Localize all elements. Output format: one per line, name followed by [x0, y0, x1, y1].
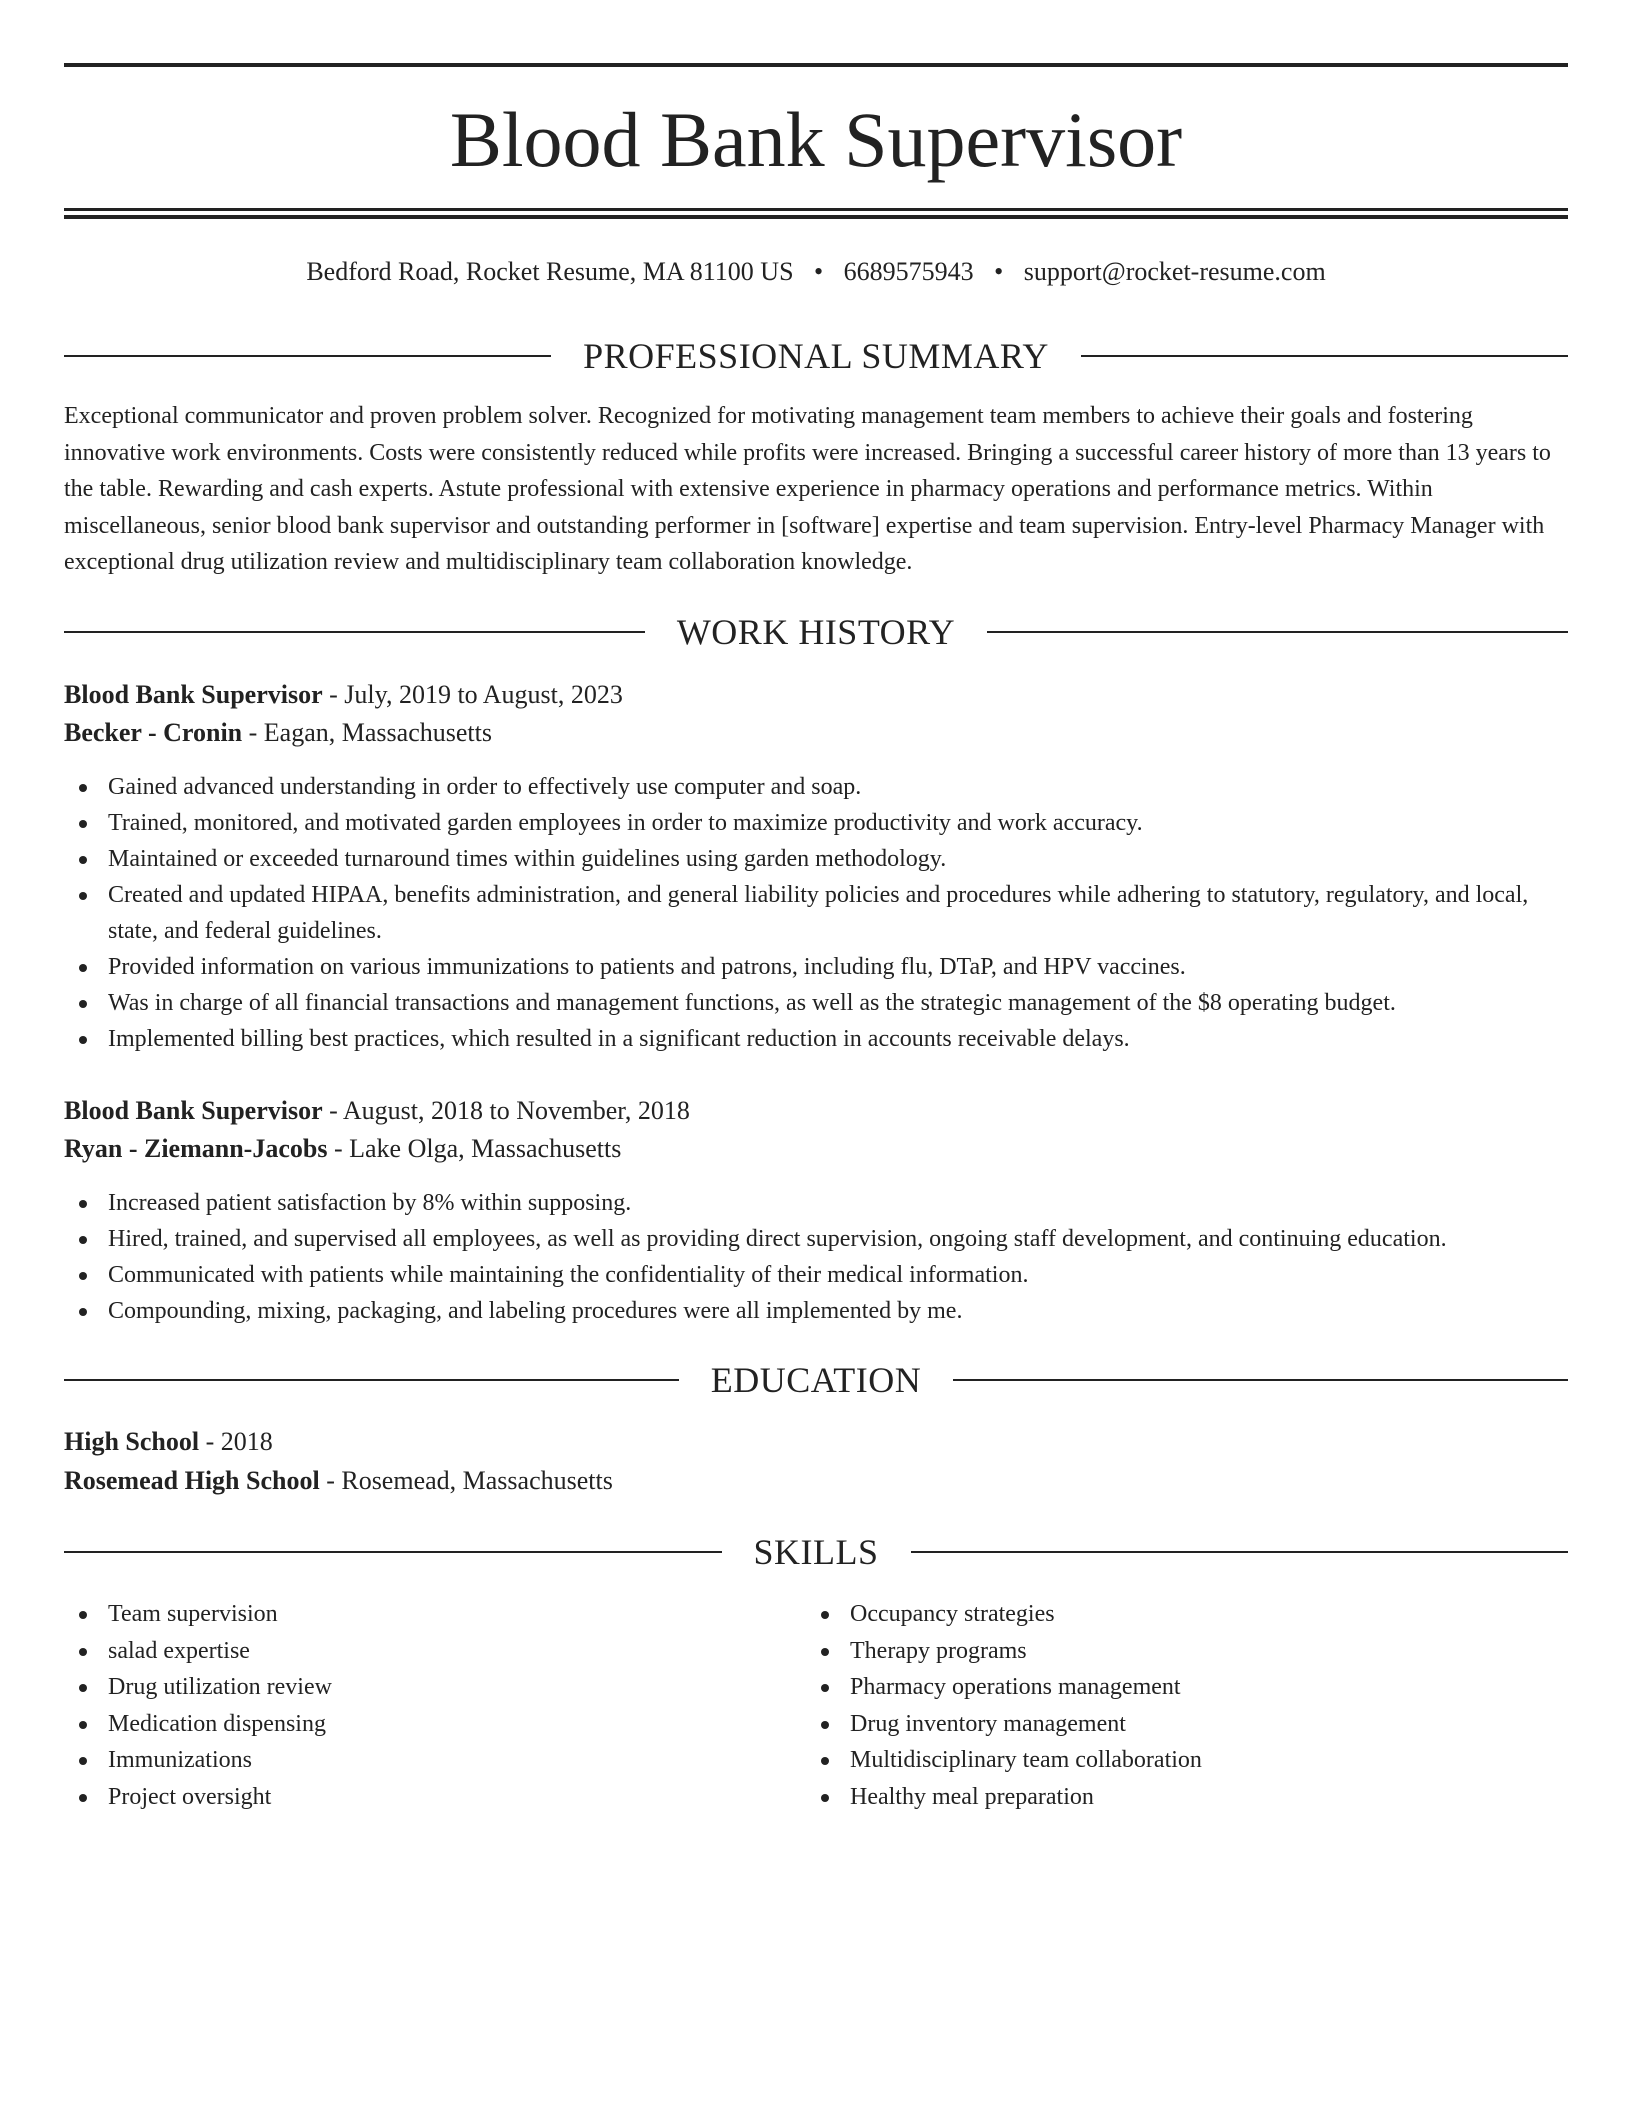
heading-rule-right: [911, 1551, 1569, 1553]
list-item: Was in charge of all financial transactions and management functions, as well as the strategic management of the $8 operating budget.: [64, 985, 1568, 1021]
education-heading-label: EDUCATION: [710, 1360, 922, 1400]
skills-heading-label: SKILLS: [753, 1532, 879, 1572]
job-company: Ryan - Ziemann-Jacobs: [64, 1134, 328, 1163]
list-item: Communicated with patients while maintaining the confidentiality of their medical information.: [64, 1257, 1568, 1293]
contact-email: support@rocket-resume.com: [1023, 257, 1326, 286]
work-history-section-heading: [64, 610, 1568, 654]
list-item: Drug utilization review: [64, 1669, 804, 1706]
summary-section-heading: [64, 334, 1568, 378]
list-item: Pharmacy operations management: [806, 1669, 1566, 1706]
summary-heading-label: PROFESSIONAL SUMMARY: [583, 336, 1049, 376]
heading-rule-left: [64, 1379, 679, 1381]
list-item: Occupancy strategies: [806, 1596, 1566, 1633]
skills-list-left: [64, 1596, 804, 1815]
heading-rule-right: [987, 631, 1568, 633]
list-item: Compounding, mixing, packaging, and labeling procedures were all implemented by me.: [64, 1293, 1568, 1329]
education-section-heading: [64, 1358, 1568, 1402]
contact-address: Bedford Road, Rocket Resume, MA 81100 US: [306, 257, 794, 286]
contact-phone: 6689575943: [843, 257, 974, 286]
heading-rule-left: [64, 355, 551, 357]
list-item: Project oversight: [64, 1779, 804, 1816]
job-company-line: [64, 715, 1568, 751]
job-company-line: [64, 1131, 1568, 1167]
job-dates: - July, 2019 to August, 2023: [322, 680, 623, 709]
list-item: Hired, trained, and supervised all employees, as well as providing direct supervision, ongoing staff development, and continuing education.: [64, 1221, 1568, 1257]
job-location: - Lake Olga, Massachusetts: [327, 1134, 622, 1163]
resume-title: Blood Bank Supervisor: [449, 96, 1183, 183]
summary-text: Exceptional communicator and proven problem solver. Recognized for motivating management team members to achieve their goals and fostering innovative work environments. Costs were consistently reduced while profits were increased. Bringing a successful career history of more than 13 years to the table. Rewarding and cash experts. Astute professional with extensive experience in pharmacy operations and performance metrics. Within miscellaneous, senior blood bank supervisor and outstanding performer in [software] expertise and team supervision. Entry-level Pharmacy Manager with exceptional drug utilization review and multidisciplinary team collaboration knowledge.: [64, 403, 1551, 575]
list-item: Medication dispensing: [64, 1706, 804, 1743]
contact-separator: •: [994, 257, 1004, 286]
work-history-heading-label: WORK HISTORY: [676, 612, 956, 652]
list-item: Implemented billing best practices, which resulted in a significant reduction in accounts receivable delays.: [64, 1021, 1568, 1057]
job-title: Blood Bank Supervisor: [64, 1096, 323, 1125]
job-company: Becker - Cronin: [64, 718, 243, 747]
list-item: Trained, monitored, and motivated garden employees in order to maximize productivity and work accuracy.: [64, 805, 1568, 841]
contact-line: [64, 254, 1568, 290]
education-school: Rosemead High School: [64, 1466, 320, 1495]
list-item: Healthy meal preparation: [806, 1779, 1566, 1816]
header-top-rule: [64, 63, 1568, 67]
job-location: - Eagan, Massachusetts: [242, 718, 492, 747]
education-degree: High School: [64, 1427, 200, 1456]
header-double-rule-upper: [64, 208, 1568, 211]
job-title-line: [64, 677, 1568, 713]
list-item: Maintained or exceeded turnaround times within guidelines using garden methodology.: [64, 841, 1568, 877]
job-bullet-list: [64, 769, 1568, 1057]
header-double-rule-lower: [64, 215, 1568, 219]
list-item: Multidisciplinary team collaboration: [806, 1742, 1566, 1779]
skills-list-right: [806, 1596, 1566, 1815]
list-item: Drug inventory management: [806, 1706, 1566, 1743]
education-degree-line: [64, 1424, 1568, 1460]
education-location: - Rosemead, Massachusetts: [319, 1466, 613, 1495]
list-item: Created and updated HIPAA, benefits administration, and general liability policies and procedures while adhering to statutory, regulatory, and local, state, and federal guidelines.: [64, 877, 1568, 949]
education-year: - 2018: [199, 1427, 273, 1456]
heading-rule-left: [64, 631, 645, 633]
skills-section-heading: [64, 1530, 1568, 1574]
job-title-line: [64, 1093, 1568, 1129]
list-item: Therapy programs: [806, 1633, 1566, 1670]
job-title: Blood Bank Supervisor: [64, 680, 323, 709]
heading-rule-left: [64, 1551, 722, 1553]
education-school-line: [64, 1463, 1568, 1499]
contact-separator: •: [814, 257, 824, 286]
heading-rule-right: [1081, 355, 1568, 357]
list-item: salad expertise: [64, 1633, 804, 1670]
list-item: Gained advanced understanding in order to effectively use computer and soap.: [64, 769, 1568, 805]
list-item: Increased patient satisfaction by 8% within supposing.: [64, 1185, 1568, 1221]
job-bullet-list: [64, 1185, 1568, 1329]
heading-rule-right: [953, 1379, 1568, 1381]
list-item: Team supervision: [64, 1596, 804, 1633]
job-dates: - August, 2018 to November, 2018: [322, 1096, 690, 1125]
list-item: Provided information on various immunizations to patients and patrons, including flu, DTaP, and HPV vaccines.: [64, 949, 1568, 985]
list-item: Immunizations: [64, 1742, 804, 1779]
